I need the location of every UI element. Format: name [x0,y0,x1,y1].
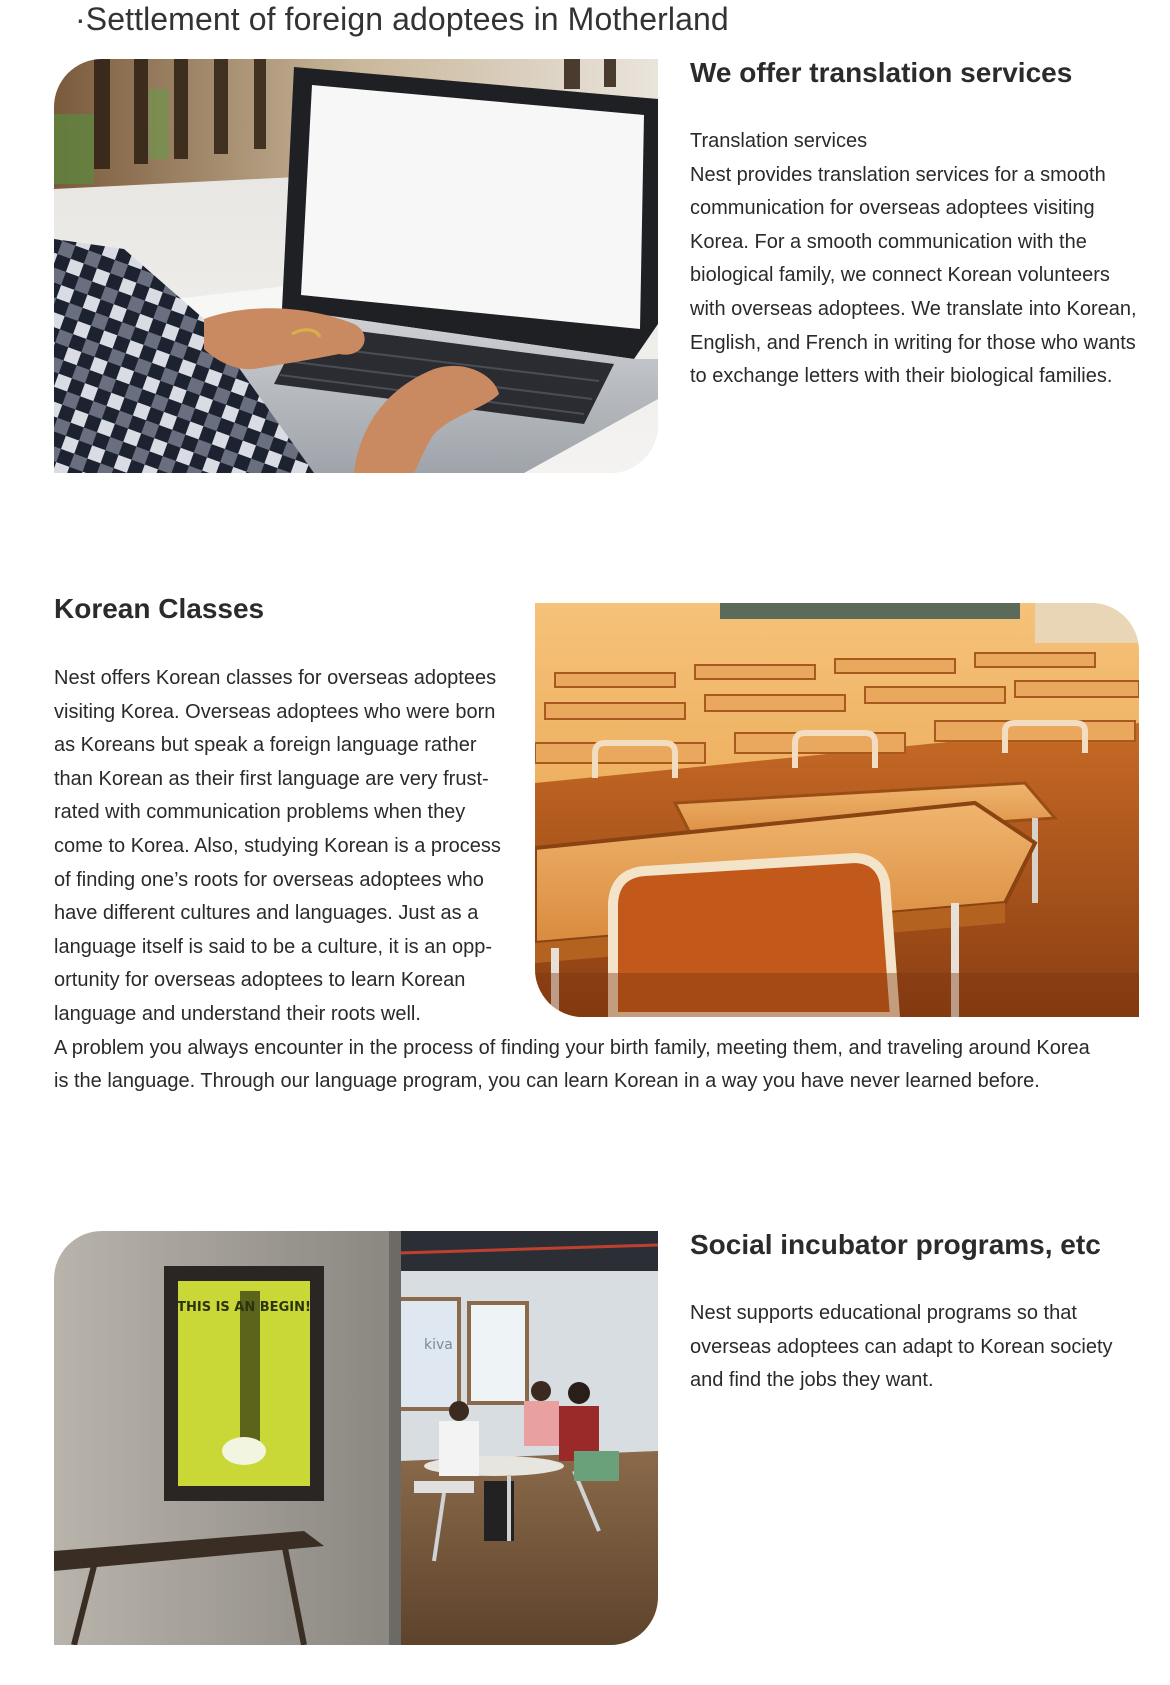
translation-description [690,125,1137,394]
text-line: and find the jobs they want. [690,1369,934,1392]
text-line: have different cultures and languages. Just as a [54,902,479,925]
section-heading-translation: We offer translation services [690,57,1073,88]
text-line: with overseas adoptees. We translate into Korean, [690,297,1137,320]
section-heading-social-incubator: Social incubator programs, etc [690,1229,1101,1260]
text-line: A problem you always encounter in the process of finding your birth family, meeting them, and traveling around Korea [54,1036,1090,1059]
text-line: English, and French in writing for those who wants [690,331,1136,354]
text-line: visiting Korea. Overseas adoptees who were born [54,700,496,723]
text-line: communication for overseas adoptees visiting [690,197,1095,220]
text-line: rated with communication problems when they [54,801,466,824]
text-line: Translation services [690,130,868,152]
text-line: is the language. Through our language program, you can learn Korean in a way you have never learned before. [54,1070,1040,1093]
text-line: ortunity for overseas adoptees to learn Korean [54,969,466,992]
text-line: to exchange letters with their biological families. [690,365,1113,388]
text-line: language and understand their roots well. [54,1002,421,1025]
social-incubator-description [690,1297,1113,1398]
text-line: Nest offers Korean classes for overseas adoptees [54,667,497,689]
coworking-space-photo [54,1231,658,1645]
wall-sign-text: kiva [424,1337,453,1353]
text-line: Nest provides translation services for a smooth [690,163,1106,186]
page-title: ·Settlement of foreign adoptees in Motherland [75,1,729,37]
laptop-typing-photo [54,59,658,473]
text-line: overseas adoptees can adapt to Korean society [690,1335,1113,1358]
classroom-desks-photo [535,603,1139,1017]
section-heading-korean-classes: Korean Classes [54,593,265,624]
text-line: biological family, we connect Korean volunteers [690,264,1110,287]
text-line: Nest supports educational programs so that [690,1302,1077,1324]
text-line: Korea. For a smooth communication with the [690,230,1087,253]
poster-text: THIS IS AN BEGIN! [177,1300,311,1315]
text-line: of finding one’s roots for overseas adoptees who [54,868,484,891]
text-line: as Koreans but speak a foreign language rather [54,734,477,757]
text-line: come to Korea. Also, studying Korean is a process [54,834,501,857]
text-line: than Korean as their first language are very frust- [54,767,489,790]
text-line: language itself is said to be a culture, it is an opp- [54,935,493,958]
